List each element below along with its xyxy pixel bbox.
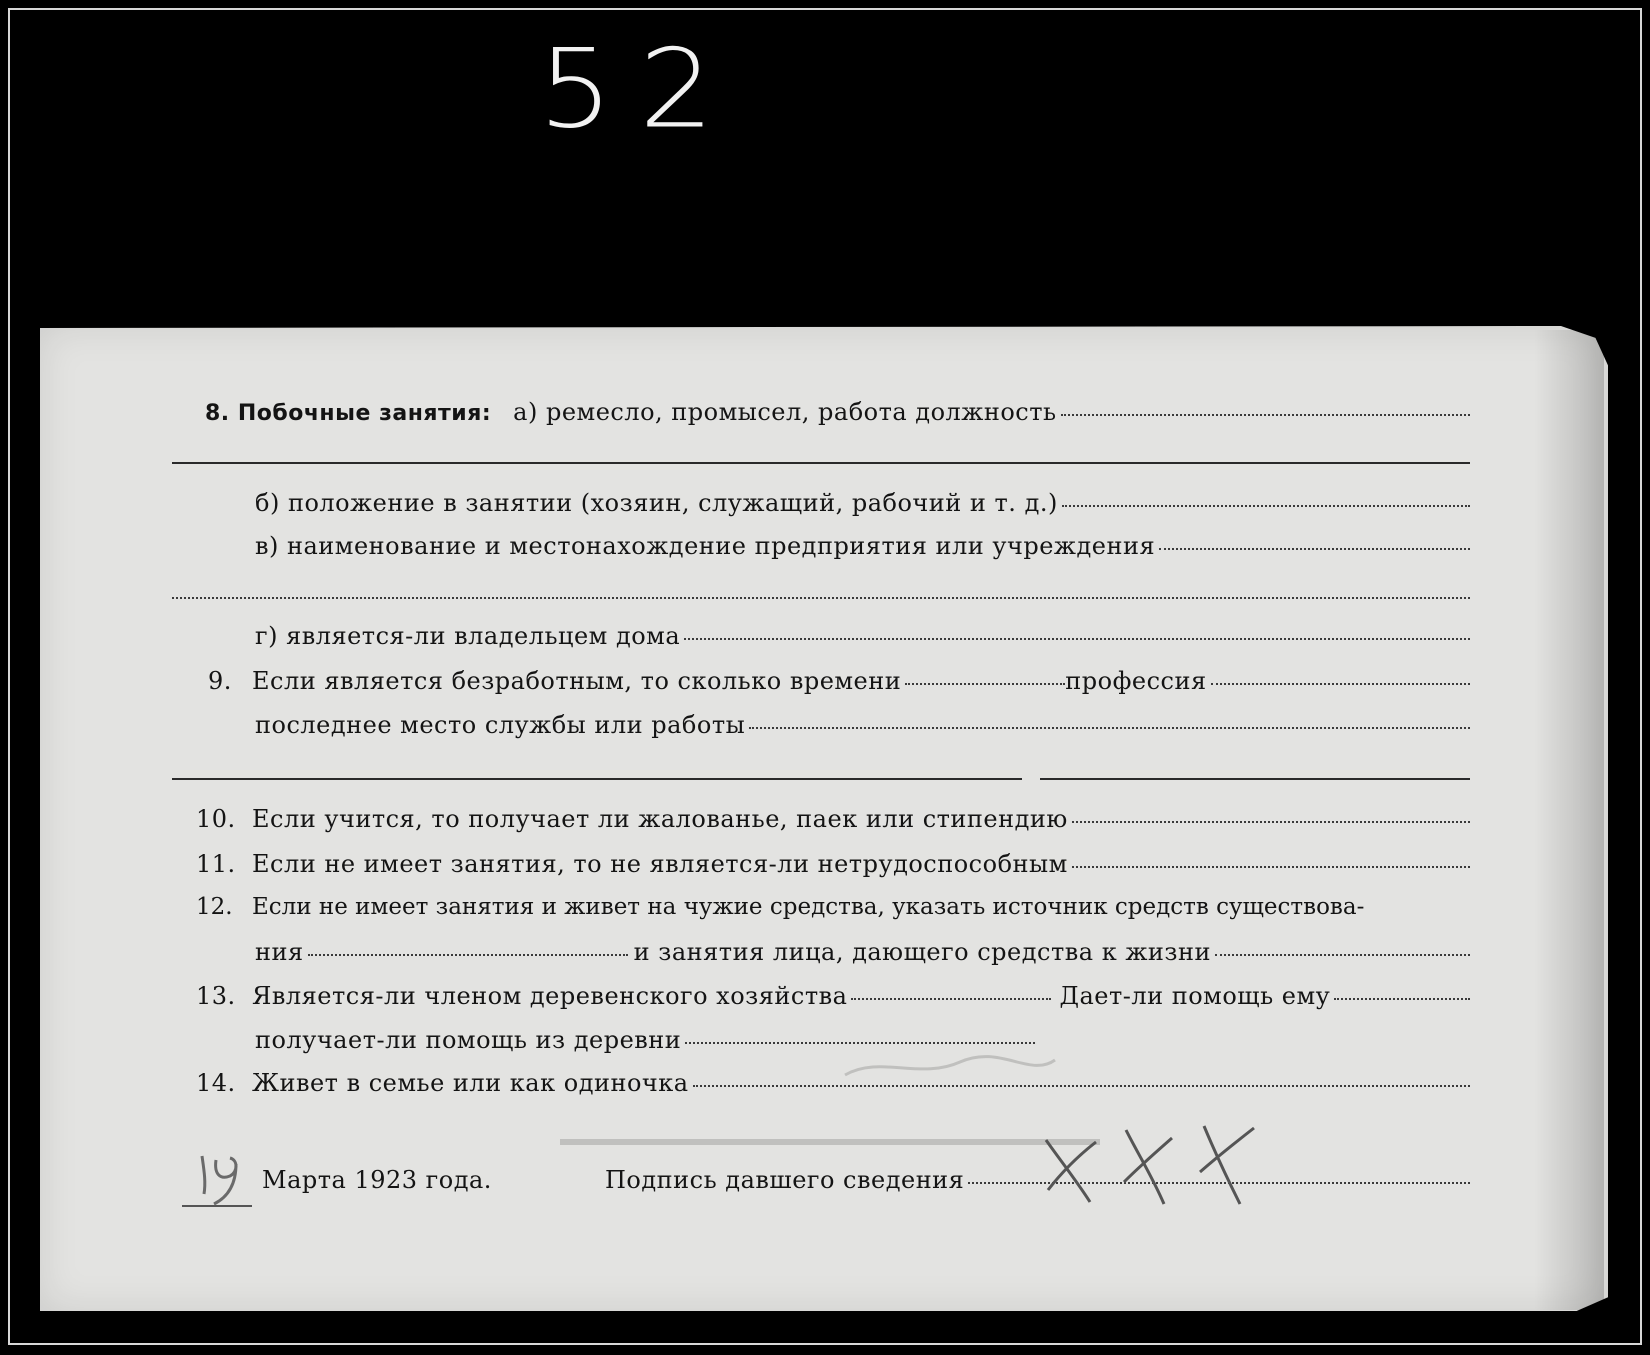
question-12-number: 12. [196,894,233,920]
question-13-receive-text: получает-ли помощь из деревни [255,1026,682,1054]
question-10-text: Если учится, то получает ли жалованье, паек или стипендию [252,805,1068,833]
question-9-profession-label: профессия [1065,667,1207,695]
question-13-help-label: Дает-ли помощь ему [1059,982,1331,1010]
answer-9-continuation-line [172,778,1022,780]
question-13-text: Является-ли членом деревенского хозяйства [252,982,848,1010]
question-12-row [196,894,1470,920]
question-8-row [205,398,1470,426]
answer-9-duration-line [905,683,1065,685]
question-8g-row [255,622,1470,650]
handwritten-day-mark [180,1150,260,1210]
question-12-text: Если не имеет занятия и живет на чужие средства, указать источник средств существова- [252,894,1365,920]
question-13-number: 13. [196,982,236,1010]
answer-8a-continuation-line [172,462,1470,464]
handwritten-day [180,1150,260,1214]
answer-8v-continuation-line [172,597,1470,599]
question-8v-text: в) наименование и местонахождение предприятия или учреждения [255,532,1156,560]
answer-10-line [1072,821,1470,823]
archive-page-number: 52 [538,25,741,153]
signature-row [605,1166,1470,1194]
answer-9-continuation-line-2 [1040,778,1470,780]
date-text: Марта 1923 года. [262,1166,492,1194]
question-9-text: Если является безработным, то сколько времени [252,667,902,695]
answer-12-source-line [308,954,628,956]
answer-9-last-job-line [749,727,1470,729]
signature-label: Подпись давшего сведения [605,1166,965,1194]
question-9-last-job-row [255,711,1470,739]
date-row [262,1166,492,1194]
question-8b-text: б) положение в занятии (хозяин, служащий, рабочий и т. д.) [255,489,1058,517]
question-11-text: Если не имеет занятия, то не является-ли нетрудоспособным [252,850,1068,878]
answer-8v-line [1159,548,1470,550]
bleed-through-handwriting [840,1050,1060,1086]
question-12-continuation-1: ния [255,938,304,966]
question-12-continuation-2: и занятия лица, дающего средства к жизни [633,938,1211,966]
question-8-label: 8. Побочные занятия: [205,401,492,426]
question-10-row [196,805,1470,833]
question-9-number: 9. [208,667,232,695]
question-9-last-job-text: последнее место службы или работы [255,711,746,739]
question-11-row [196,850,1470,878]
question-14-text: Живет в семье или как одиночка [252,1069,689,1097]
question-13-row [196,982,1470,1010]
answer-9-profession-line [1211,683,1470,685]
signature-cross-marks [1040,1120,1280,1210]
question-14-number: 14. [196,1069,236,1097]
question-8g-text: г) является-ли владельцем дома [255,622,681,650]
question-10-number: 10. [196,805,236,833]
bleed-through-stamp [560,1125,1120,1165]
question-9-row [208,667,1470,695]
answer-14-line [693,1085,1470,1087]
question-14-row [196,1069,1470,1097]
answer-12-occupation-line [1215,954,1470,956]
answer-8a-line [1061,414,1470,416]
answer-8g-line [684,638,1470,640]
question-8a-text: а) ремесло, промысел, работа должность [513,398,1057,426]
answer-8b-line [1062,505,1470,507]
answer-13-receive-line [685,1042,1035,1044]
question-8v-row [255,532,1470,560]
question-11-number: 11. [196,850,236,878]
question-12-continuation-row [255,938,1470,966]
question-8b-row [255,489,1470,517]
answer-11-line [1072,866,1470,868]
answer-13-help-line [1334,998,1470,1000]
answer-13-member-line [851,998,1051,1000]
